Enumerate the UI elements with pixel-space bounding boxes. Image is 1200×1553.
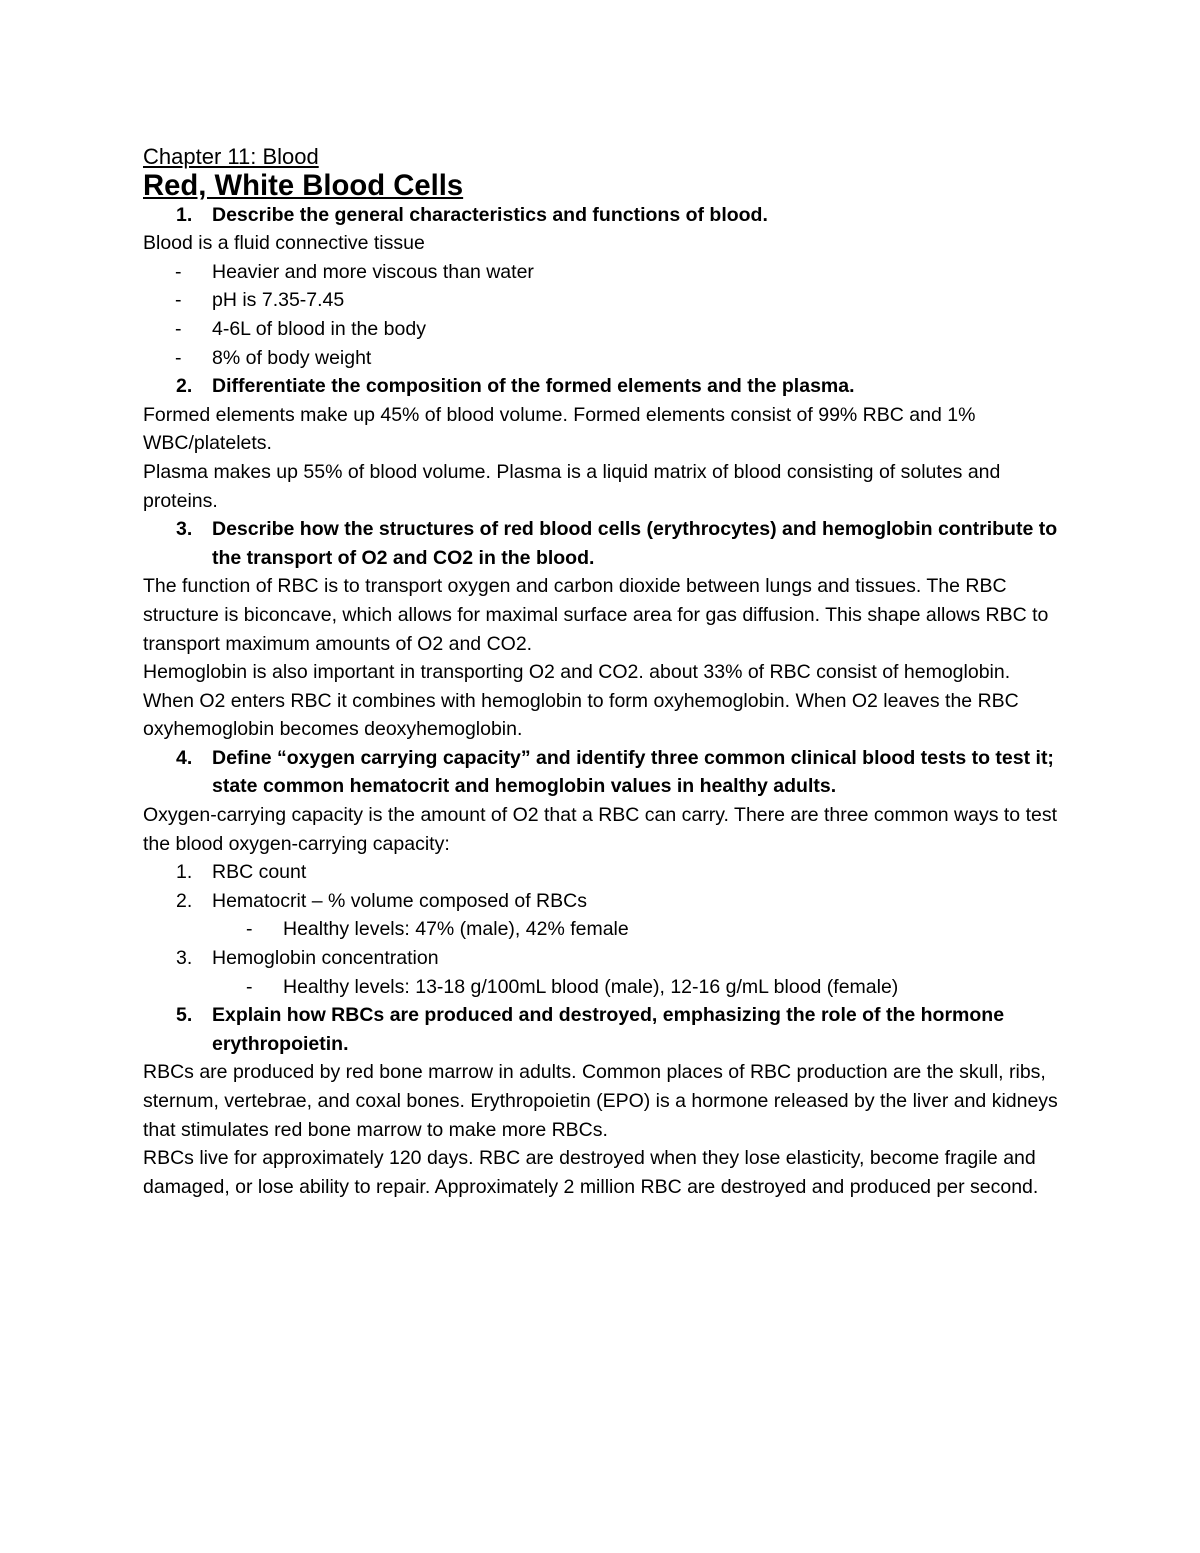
sub-item-text: Healthy levels: 47% (male), 42% female — [283, 918, 629, 941]
question-number: 3. — [176, 518, 193, 541]
question-text: Define “oxygen carrying capacity” and identify three common clinical blood tests to test it; state common hematocrit and hemoglobin values in healthy adults. — [212, 746, 1054, 798]
item-text: Hemoglobin concentration — [212, 947, 439, 970]
question-text: Describe the general characteristics and functions of blood. — [212, 203, 768, 226]
sub-item-text: Healthy levels: 13-18 g/100mL blood (male), 12-16 g/mL blood (female) — [283, 975, 899, 998]
question-number: 1. — [176, 203, 193, 226]
list-item-text: pH is 7.35-7.45 — [212, 289, 345, 312]
dash-marker: - — [175, 317, 182, 340]
question-text: Differentiate the composition of the formed elements and the plasma. — [212, 375, 855, 398]
chapter-title: Chapter 11: Blood — [143, 144, 319, 169]
dash-marker: - — [246, 918, 253, 941]
question-4 — [143, 744, 1063, 801]
sub-list-item — [143, 973, 1063, 1002]
answer-paragraph: RBCs are produced by red bone marrow in adults. Common places of RBC production are the skull, ribs, sternum, vertebrae, and coxal bones. Erythropoietin (EPO) is a hormone released by the liver and kidneys that stimulates red bone marrow to make more RBCs. — [143, 1061, 1058, 1141]
list-item-text: 4-6L of blood in the body — [212, 317, 426, 340]
dash-marker: - — [246, 975, 253, 998]
question-number: 2. — [176, 375, 193, 398]
list-item — [143, 258, 1063, 287]
item-text: RBC count — [212, 861, 307, 884]
item-number: 2. — [176, 889, 193, 912]
list-item-text: 8% of body weight — [212, 346, 372, 369]
answer-intro: Oxygen-carrying capacity is the amount of O2 that a RBC can carry. There are three common ways to test the blood oxygen-carrying capacity: — [143, 804, 1058, 855]
dash-marker: - — [175, 260, 182, 283]
item-text: Hematocrit – % volume composed of RBCs — [212, 889, 587, 912]
dash-marker: - — [175, 346, 182, 369]
item-number: 1. — [176, 861, 193, 884]
answer-paragraph: Plasma makes up 55% of blood volume. Plasma is a liquid matrix of blood consisting of solutes and proteins. — [143, 460, 1001, 512]
question-3 — [143, 515, 1063, 572]
numbered-item — [143, 858, 1063, 887]
sub-list-item — [143, 915, 1063, 944]
numbered-item — [143, 887, 1063, 916]
answer-paragraph: Formed elements make up 45% of blood volume. Formed elements consist of 99% RBC and 1% WBC/platelets. — [143, 403, 976, 455]
item-number: 3. — [176, 947, 193, 970]
answer-paragraph: The function of RBC is to transport oxygen and carbon dioxide between lungs and tissues. The RBC structure is biconcave, which allows for maximal surface area for gas diffusion. This shape allows RBC to transport maximum amounts of O2 and CO2. — [143, 575, 1049, 655]
list-item-text: Heavier and more viscous than water — [212, 260, 534, 283]
question-2 — [143, 372, 1063, 401]
answer-intro: Blood is a fluid connective tissue — [143, 232, 425, 255]
question-text: Describe how the structures of red blood cells (erythrocytes) and hemoglobin contribute to the transport of O2 and CO2 in the blood. — [212, 518, 1058, 569]
answer-paragraph: Hemoglobin is also important in transporting O2 and CO2. about 33% of RBC consist of hemoglobin. When O2 enters RBC it combines with hemoglobin to form oxyhemoglobin. When O2 leaves the RBC oxyhemoglobin becomes deoxyhemoglobin. — [143, 661, 1019, 741]
numbered-item — [143, 944, 1063, 973]
document-content — [143, 142, 1063, 1201]
question-number: 5. — [176, 1004, 193, 1027]
list-item — [143, 315, 1063, 344]
section-title: Red, White Blood Cells — [143, 170, 464, 202]
question-number: 4. — [176, 746, 193, 769]
list-item — [143, 344, 1063, 373]
question-1 — [143, 201, 1063, 230]
question-5 — [143, 1001, 1063, 1058]
dash-marker: - — [175, 289, 182, 312]
list-item — [143, 286, 1063, 315]
question-text: Explain how RBCs are produced and destroyed, emphasizing the role of the hormone erythropoietin. — [212, 1004, 1005, 1055]
answer-paragraph: RBCs live for approximately 120 days. RBC are destroyed when they lose elasticity, become fragile and damaged, or lose ability to repair. Approximately 2 million RBC are destroyed and produced per second. — [143, 1147, 1039, 1198]
